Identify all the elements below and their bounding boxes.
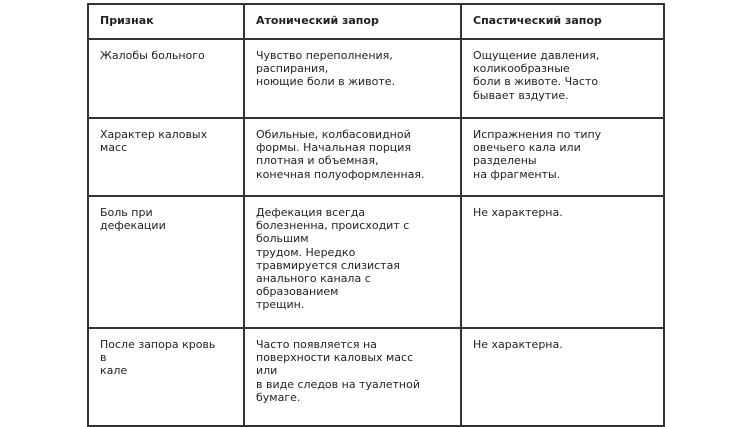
cell-spastic: Ощущение давления, коликообразные боли в животе. Часто бывает вздутие. xyxy=(461,39,664,118)
cell-sign: После запора кровь в кале xyxy=(88,328,244,426)
cell-atonic: Часто появляется на поверхности каловых масс или в виде следов на туалетной бумаге. xyxy=(244,328,461,426)
cell-sign: Боль при дефекации xyxy=(88,196,244,328)
header-atonic: Атонический запор xyxy=(244,4,461,39)
header-sign: Признак xyxy=(88,4,244,39)
table-row xyxy=(88,118,664,196)
header-row xyxy=(88,4,664,39)
cell-spastic: Не характерна. xyxy=(461,328,664,426)
cell-spastic: Испражнения по типу овечьего кала или разделены на фрагменты. xyxy=(461,118,664,196)
cell-spastic: Не характерна. xyxy=(461,196,664,328)
cell-sign: Жалобы больного xyxy=(88,39,244,118)
table-row xyxy=(88,39,664,118)
cell-atonic: Обильные, колбасовидной формы. Начальная порция плотная и объемная, конечная полуоформленная. xyxy=(244,118,461,196)
cell-atonic: Чувство переполнения, распирания, ноющие боли в животе. xyxy=(244,39,461,118)
cell-atonic: Дефекация всегда болезненна, происходит с большим трудом. Нередко травмируется слизистая анального канала с образованием трещин. xyxy=(244,196,461,328)
cell-sign: Характер каловых масс xyxy=(88,118,244,196)
comparison-table xyxy=(87,3,665,427)
table-row xyxy=(88,328,664,426)
table-row xyxy=(88,196,664,328)
header-spastic: Спастический запор xyxy=(461,4,664,39)
